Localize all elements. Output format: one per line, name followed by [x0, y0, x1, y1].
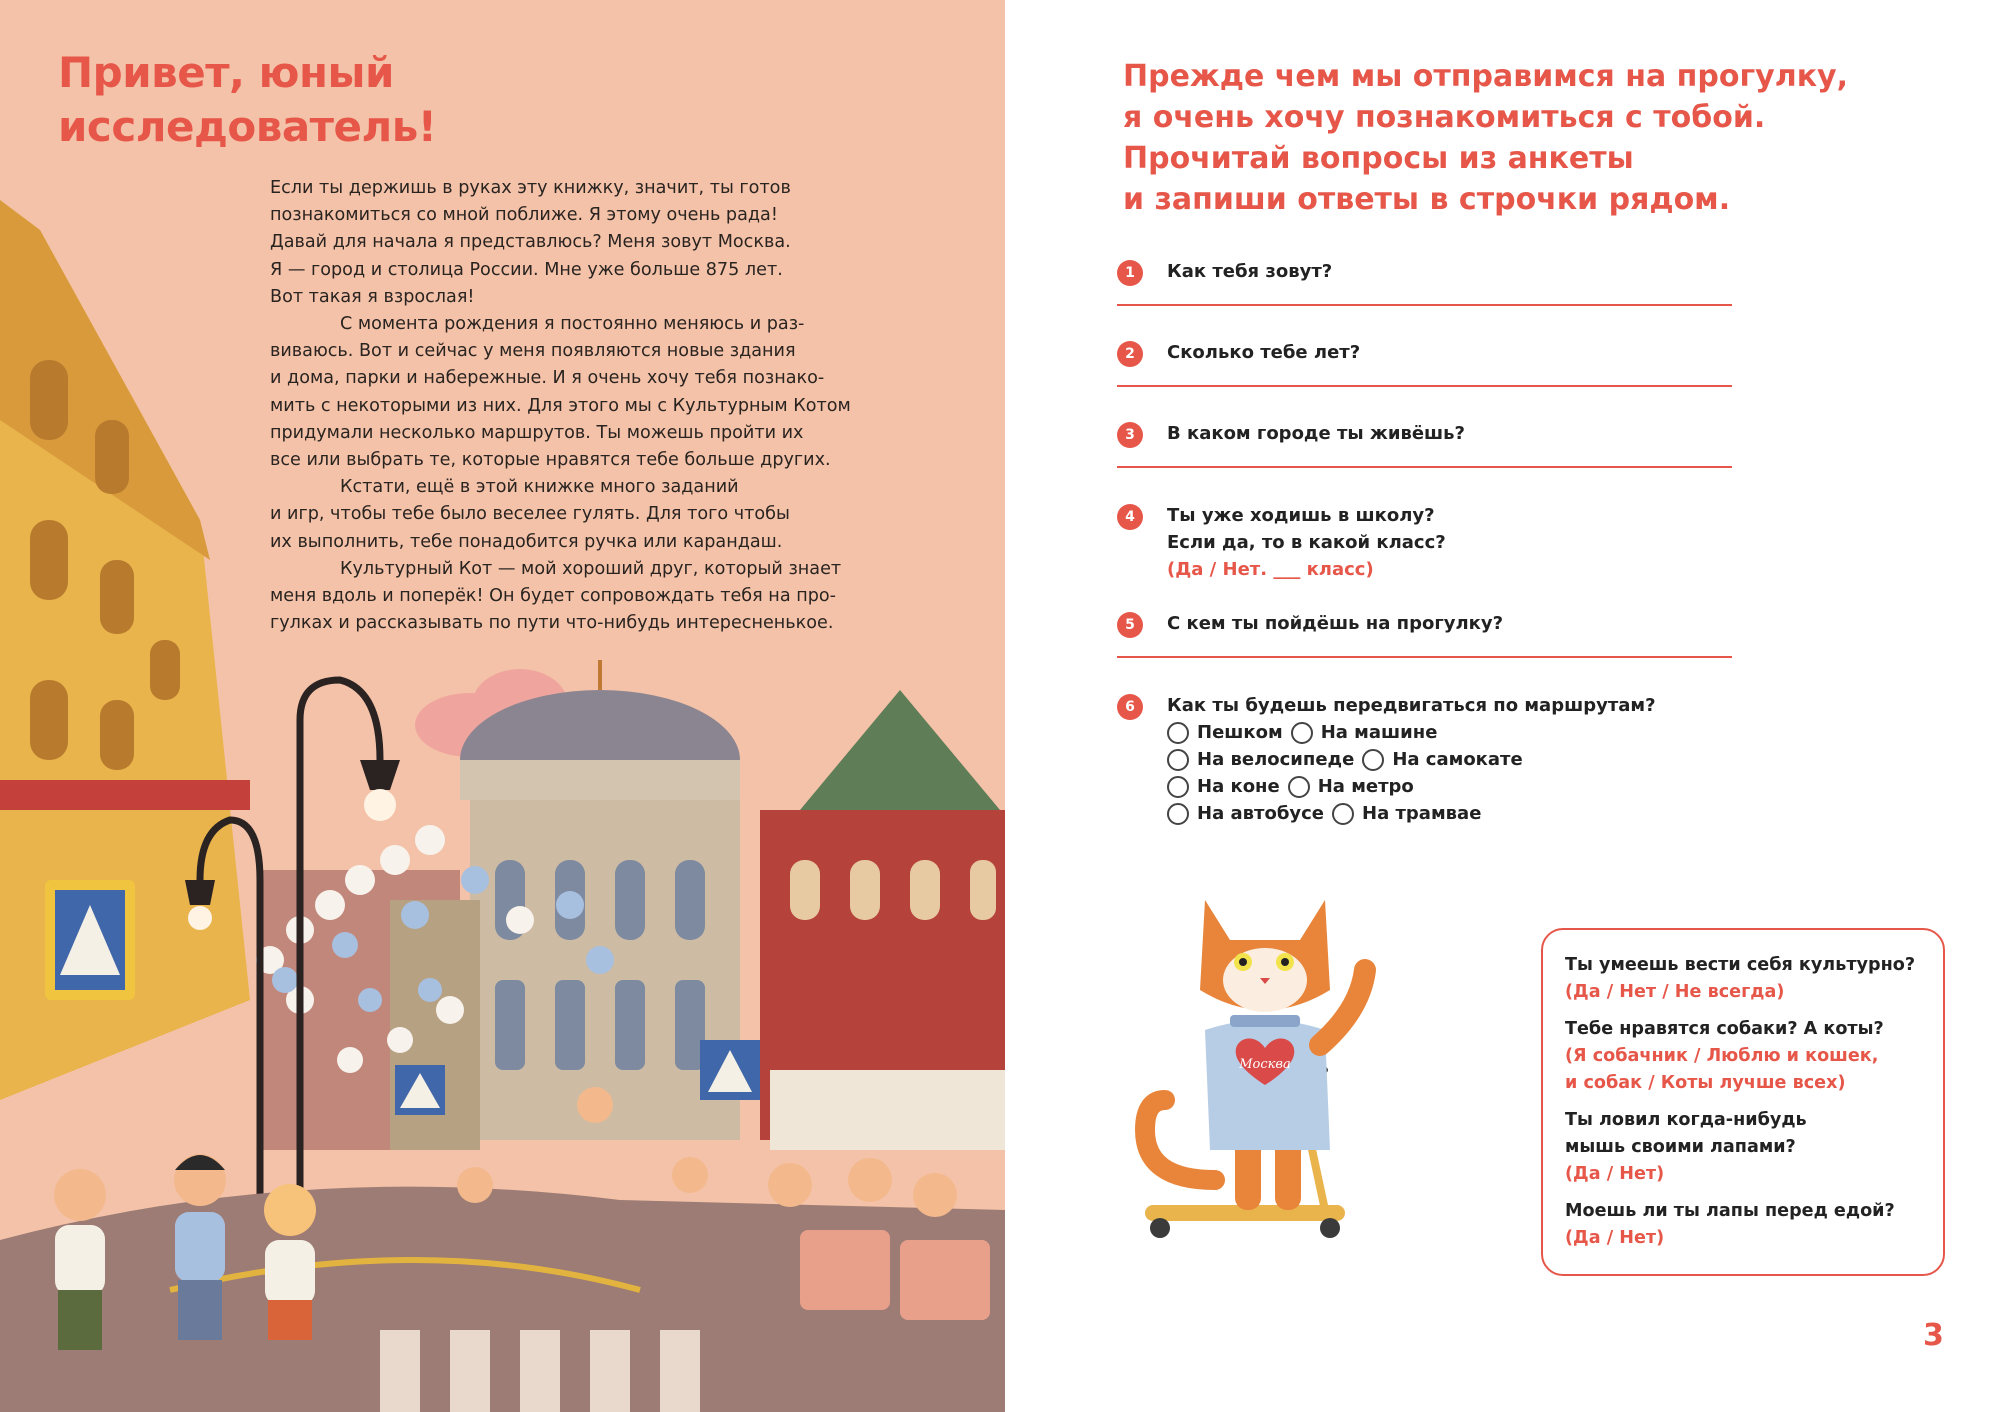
quiz-question-3	[1565, 1107, 1921, 1161]
dome-building	[460, 660, 740, 1140]
intro-paragraph-2	[270, 311, 910, 474]
page-number: 3	[1923, 1318, 1944, 1353]
heading-line: Прочитай вопросы из анкеты	[1123, 141, 1634, 176]
option-label: На самокате	[1392, 749, 1523, 770]
cat-on-scooter-icon	[1125, 880, 1425, 1250]
question-number-badge: 6	[1117, 694, 1143, 720]
question-3	[1117, 420, 1737, 447]
question-5	[1117, 610, 1737, 637]
radio-circle-icon[interactable]	[1167, 722, 1189, 744]
option-label: На коне	[1197, 776, 1280, 797]
text-line: Кстати, ещё в этой книжке много заданий	[340, 477, 739, 498]
text-line: познакомиться со мной поближе. Я этому очень рада!	[270, 205, 778, 226]
quiz-question-text: Ты умеешь вести себя культурно?	[1565, 955, 1916, 975]
option-walking[interactable]	[1167, 719, 1283, 746]
question-text: Сколько тебе лет?	[1167, 342, 1361, 363]
option-row	[1167, 773, 1737, 800]
question-2	[1117, 339, 1737, 366]
option-tram[interactable]	[1332, 800, 1481, 827]
radio-circle-icon[interactable]	[1167, 803, 1189, 825]
quiz-answer-text: и собак / Коты лучше всех)	[1565, 1073, 1846, 1093]
question-6	[1117, 692, 1737, 827]
answer-line[interactable]	[1117, 656, 1732, 658]
question-1	[1117, 258, 1737, 285]
option-label: На метро	[1317, 776, 1414, 797]
radio-circle-icon[interactable]	[1291, 722, 1313, 744]
text-line: Вот такая я взрослая!	[270, 286, 475, 307]
child-3	[264, 1184, 316, 1340]
question-text: С кем ты пойдёшь на прогулку?	[1167, 613, 1504, 634]
question-number-badge: 2	[1117, 341, 1143, 367]
answer-line[interactable]	[1117, 304, 1732, 306]
quiz-answer-text: (Да / Нет / Не всегда)	[1565, 982, 1785, 1002]
quiz-answer-1[interactable]	[1565, 979, 1921, 1006]
question-4	[1117, 502, 1737, 583]
radio-circle-icon[interactable]	[1167, 749, 1189, 771]
quiz-question-4	[1565, 1198, 1921, 1225]
option-row	[1167, 800, 1737, 827]
intro-paragraph-1	[270, 175, 910, 311]
option-row	[1167, 719, 1737, 746]
quiz-answer-3[interactable]	[1565, 1161, 1921, 1188]
question-text: В каком городе ты живёшь?	[1167, 423, 1465, 444]
quiz-answer-4[interactable]	[1565, 1225, 1921, 1252]
text-line: все или выбрать те, которые нравятся тебе больше других.	[270, 450, 831, 471]
right-page	[1005, 0, 2000, 1412]
option-label: На трамвае	[1362, 803, 1482, 824]
text-line: Давай для начала я представлюсь? Меня зовут Москва.	[270, 232, 791, 253]
question-text: Ты уже ходишь в школу?	[1167, 505, 1435, 526]
option-bus[interactable]	[1167, 800, 1324, 827]
answer-line[interactable]	[1117, 466, 1732, 468]
option-label: На машине	[1320, 722, 1438, 743]
intro-text	[270, 175, 910, 637]
heading-line: Прежде чем мы отправимся на прогулку,	[1123, 59, 1849, 94]
question-number-badge: 5	[1117, 612, 1143, 638]
quiz-question-1	[1565, 952, 1921, 979]
child-1	[54, 1169, 106, 1350]
question-number-badge: 4	[1117, 504, 1143, 530]
transport-options	[1167, 719, 1737, 827]
question-text: Как ты будешь передвигаться по маршрутам?	[1167, 695, 1656, 716]
answer-line[interactable]	[1117, 385, 1732, 387]
intro-paragraph-3	[270, 474, 910, 556]
option-car[interactable]	[1291, 719, 1438, 746]
option-scooter[interactable]	[1362, 746, 1522, 773]
heading-line: я очень хочу познакомиться с тобой.	[1123, 100, 1766, 135]
radio-circle-icon[interactable]	[1332, 803, 1354, 825]
heading-line: и запиши ответы в строчки рядом.	[1123, 182, 1731, 217]
quiz-question-text: Тебе нравятся собаки? А коты?	[1565, 1019, 1884, 1039]
option-row	[1167, 746, 1737, 773]
intro-paragraph-4	[270, 556, 910, 638]
question-text: Как тебя зовут?	[1167, 261, 1333, 282]
option-label: На велосипеде	[1197, 749, 1355, 770]
text-line: мить с некоторыми из них. Для этого мы с Культурным Котом	[270, 395, 851, 416]
text-line: и дома, парки и набережные. И я очень хочу тебя познако-	[270, 368, 825, 389]
quiz-question-text: Ты ловил когда-нибудь	[1565, 1110, 1807, 1130]
quiz-answer-2[interactable]	[1565, 1043, 1921, 1097]
radio-circle-icon[interactable]	[1288, 776, 1310, 798]
option-bicycle[interactable]	[1167, 746, 1354, 773]
question-text-line-2: Если да, то в какой класс?	[1167, 532, 1446, 553]
option-metro[interactable]	[1288, 773, 1414, 800]
quiz-question-2	[1565, 1016, 1921, 1043]
crosswalk-sign-icon	[700, 1040, 760, 1100]
text-line: Культурный Кот — мой хороший друг, который знает	[340, 558, 842, 579]
radio-circle-icon[interactable]	[1362, 749, 1384, 771]
text-line: Если ты держишь в руках эту книжку, значит, ты готов	[270, 178, 791, 198]
crosswalk-sign-icon	[395, 1065, 445, 1115]
text-line: меня вдоль и поперёк! Он будет сопровождать тебя на про-	[270, 586, 836, 607]
option-label: На автобусе	[1197, 803, 1324, 824]
quiz-question-text: Моешь ли ты лапы перед едой?	[1565, 1201, 1895, 1221]
option-horse[interactable]	[1167, 773, 1280, 800]
text-line: придумали несколько маршрутов. Ты можешь пройти их	[270, 422, 804, 443]
shirt-text: Москва	[1239, 1057, 1291, 1072]
cat-quiz-box	[1541, 928, 1945, 1276]
text-line: гулках и рассказывать по пути что-нибудь интересненькое.	[270, 613, 834, 634]
text-line: виваюсь. Вот и сейчас у меня появляются новые здания	[270, 341, 796, 362]
quiz-answer-text: (Я собачник / Люблю и кошек,	[1565, 1046, 1879, 1066]
question-number-badge: 3	[1117, 422, 1143, 448]
text-line: Я — город и столица России. Мне уже больше 875 лет.	[270, 259, 783, 280]
answer-hint[interactable]: (Да / Нет. ___ класс)	[1167, 559, 1374, 580]
crosswalk-sign-icon	[45, 880, 135, 1000]
quiz-answer-text: (Да / Нет)	[1565, 1164, 1665, 1184]
quiz-question-text: мышь своими лапами?	[1565, 1137, 1796, 1157]
text-line: С момента рождения я постоянно меняюсь и раз-	[340, 314, 805, 335]
quiz-answer-text: (Да / Нет)	[1565, 1228, 1665, 1248]
radio-circle-icon[interactable]	[1167, 776, 1189, 798]
text-line: и игр, чтобы тебе было веселее гулять. Для того чтобы	[270, 504, 790, 525]
title-line-2: исследователь!	[58, 102, 437, 151]
question-number-badge: 1	[1117, 260, 1143, 286]
text-line: их выполнить, тебе понадобится ручка или карандаш.	[270, 531, 783, 552]
questionnaire-heading	[1123, 56, 1923, 220]
title-line-1: Привет, юный	[58, 48, 394, 97]
child-2	[174, 1154, 226, 1340]
greeting-title	[58, 46, 618, 154]
option-label: Пешком	[1197, 722, 1283, 743]
